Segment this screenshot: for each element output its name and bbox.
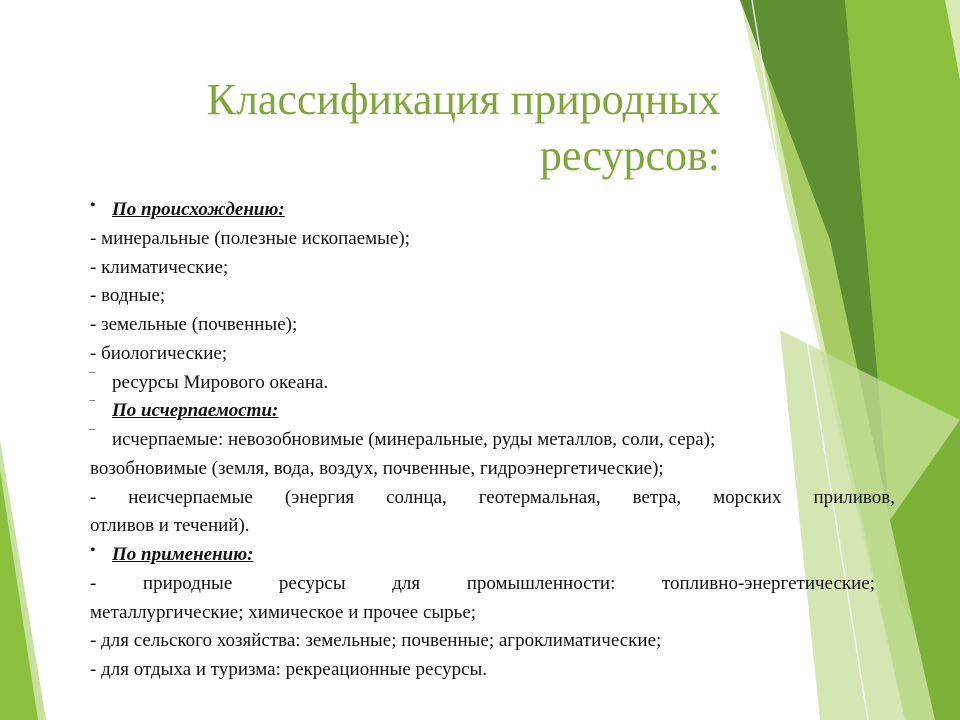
dash-marker-icon: ‾ — [90, 372, 95, 387]
section-heading-text: По происхождению: — [112, 199, 285, 220]
section-heading-origin — [90, 198, 895, 222]
list-item: - минеральные (полезные ископаемые); — [90, 228, 410, 249]
list-item: отливов и течений). — [90, 515, 250, 536]
list-item: - природные ресурсы для промышленности: топливно-энергетические; — [90, 573, 875, 594]
list-item: - климатические; — [90, 257, 229, 278]
list-item-text: ресурсы Мирового океана. — [112, 372, 329, 393]
list-item-marked — [90, 371, 895, 395]
section-heading-text: По применению: — [112, 544, 254, 565]
left-stripe — [0, 470, 38, 720]
list-item: - для сельского хозяйства: земельные; почвенные; агроклиматические; — [90, 630, 662, 651]
slide-title: Классификация природных ресурсов: — [206, 75, 720, 180]
dash-marker-icon: ‾ — [90, 429, 95, 444]
dash-marker-icon: ‾ — [90, 400, 95, 415]
list-item: металлургические; химическое и прочее сырье; — [90, 602, 477, 623]
bullet-icon: • — [90, 197, 96, 214]
list-item: - для отдыха и туризма: рекреационные ресурсы. — [90, 659, 488, 680]
section-heading-text: По исчерпаемости: — [112, 400, 279, 421]
list-item-text: исчерпаемые: невозобновимые (минеральные, руды металлов, соли, сера); — [112, 429, 716, 450]
bullet-icon: • — [90, 542, 96, 559]
list-item: - биологические; — [90, 343, 228, 364]
list-item: - водные; — [90, 285, 166, 306]
section-heading-exhaustibility — [90, 399, 895, 423]
list-item: возобновимые (земля, вода, воздух, почвенные, гидроэнергетические); — [90, 458, 664, 479]
list-item-marked — [90, 428, 895, 452]
list-item: - земельные (почвенные); — [90, 314, 298, 335]
section-heading-application — [90, 543, 895, 567]
list-item: - неисчерпаемые (энергия солнца, геотермальная, ветра, морских приливов, — [90, 487, 895, 508]
